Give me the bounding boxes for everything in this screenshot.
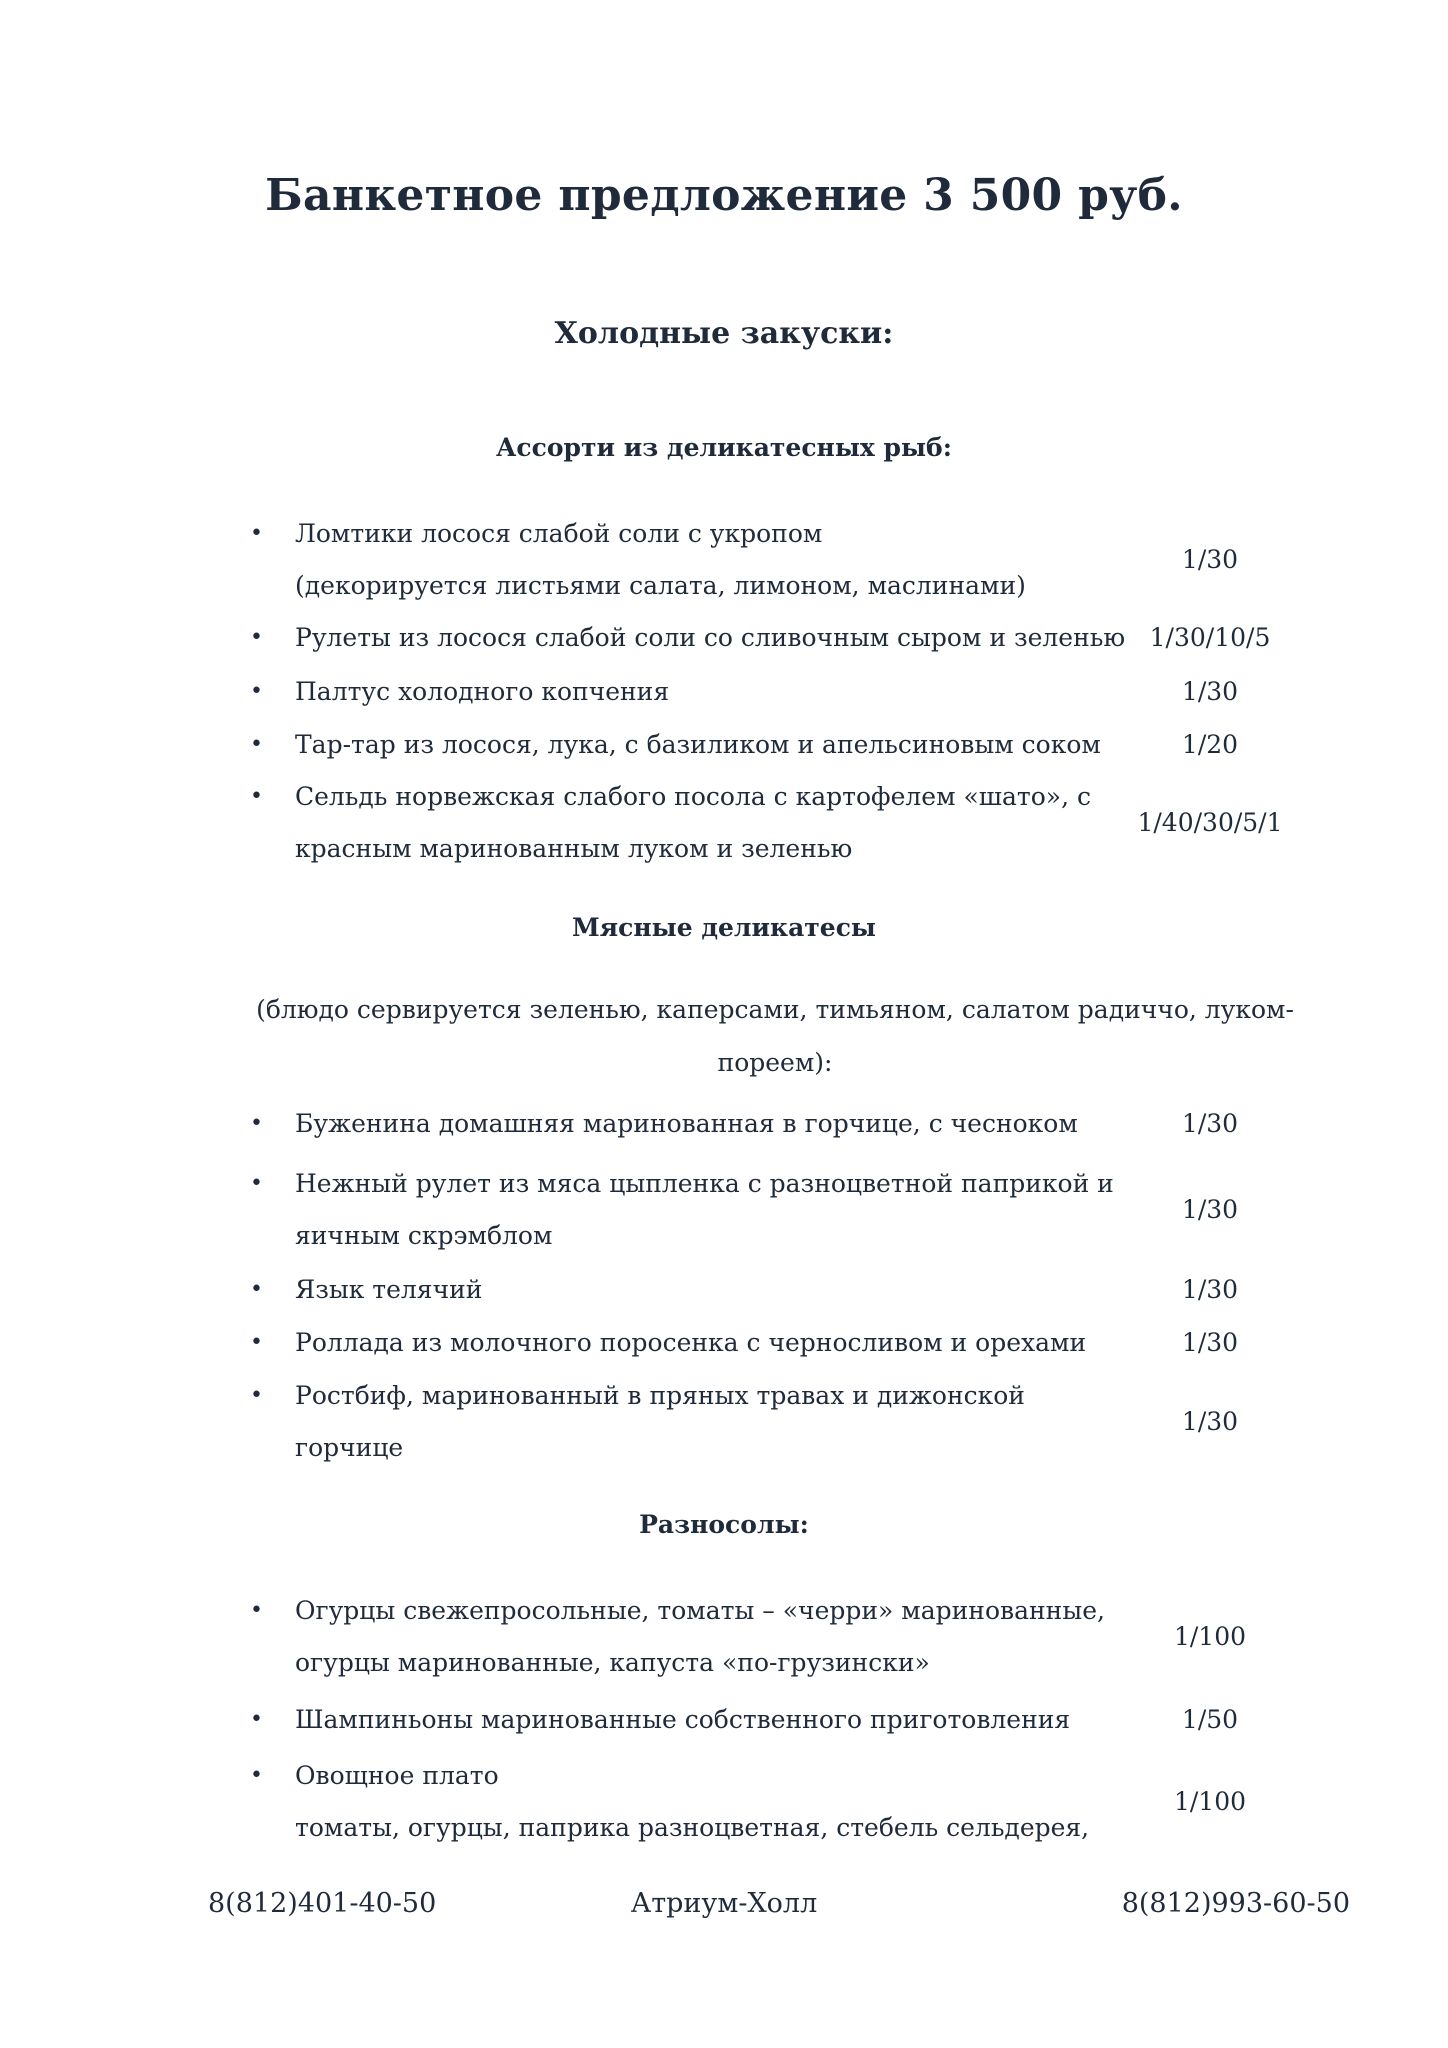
item-description: Ростбиф, маринованный в пряных травах и дижонской горчице [295,1381,1025,1462]
portion-value: 1/100 [1173,1787,1247,1816]
portion-value: 1/30/10/5 [1149,623,1271,652]
bullet-icon: • [250,521,263,546]
group-title-meat: Мясные деликатесы [571,913,876,942]
bullet-icon: • [250,1707,263,1732]
portion-value: 1/40/30/5/1 [1137,808,1283,837]
footer [0,1888,1448,1928]
item-description: Язык телячий [295,1275,483,1304]
item-description: Роллада из молочного поросенка с черносливом и орехами [295,1328,1087,1357]
item-description: Буженина домашняя маринованная в горчице, с чесноком [295,1109,1078,1138]
item-description: Палтус холодного копчения [295,677,670,706]
phone-left: 8(812)401-40-50 [208,1888,437,1919]
bullet-icon: • [250,1383,263,1408]
item-description: Огурцы свежепросольные, томаты – «черри» маринованные, огурцы маринованные, капуста «по-грузински» [295,1596,1105,1677]
item-description: Рулеты из лосося слабой соли со сливочным сыром и зеленью [295,623,1126,652]
bullet-icon: • [250,679,263,704]
bullet-icon: • [250,1171,263,1196]
bullet-icon: • [250,1598,263,1623]
portion-value: 1/30 [1181,1195,1239,1224]
venue-name: Атриум-Холл [630,1888,818,1919]
portion-value: 1/30 [1181,1275,1239,1304]
page-title: Банкетное предложение 3 500 руб. [265,170,1183,221]
item-description: Шампиньоны маринованные собственного приготовления [295,1705,1071,1734]
item-description: Сельдь норвежская слабого посола с картофелем «шато», с красным маринованным луком и зеленью [295,782,1091,863]
portion-value: 1/50 [1181,1705,1239,1734]
bullet-icon: • [250,1330,263,1355]
phone-right: 8(812)993-60-50 [1121,1888,1350,1919]
bullet-icon: • [250,1277,263,1302]
portion-value: 1/30 [1181,677,1239,706]
bullet-icon: • [250,1111,263,1136]
item-description: Нежный рулет из мяса цыпленка с разноцветной паприкой и яичным скрэмблом [295,1169,1114,1250]
bullet-icon: • [250,1763,263,1788]
bullet-icon: • [250,625,263,650]
portion-value: 1/20 [1181,730,1239,759]
group-title-pickles: Разносолы: [639,1510,809,1539]
portion-value: 1/100 [1173,1622,1247,1651]
group-title-fish: Ассорти из деликатесных рыб: [496,433,952,462]
portion-value: 1/30 [1181,1109,1239,1138]
group-note: (блюдо сервируется зеленью, каперсами, тимьяном, салатом радиччо, луком- пореем): [256,995,1294,1077]
portion-value: 1/30 [1181,545,1239,574]
item-description: Овощное плато томаты, огурцы, паприка разноцветная, стебель сельдерея, [295,1761,1090,1842]
portion-value: 1/30 [1181,1328,1239,1357]
section-title: Холодные закуски: [554,316,894,351]
bullet-icon: • [250,784,263,809]
item-description: Тар-тар из лосося, лука, с базиликом и апельсиновым соком [295,730,1101,759]
portion-value: 1/30 [1181,1407,1239,1436]
item-description: Ломтики лосося слабой соли с укропом (декорируется листьями салата, лимоном, маслинами) [295,519,1026,600]
bullet-icon: • [250,732,263,757]
